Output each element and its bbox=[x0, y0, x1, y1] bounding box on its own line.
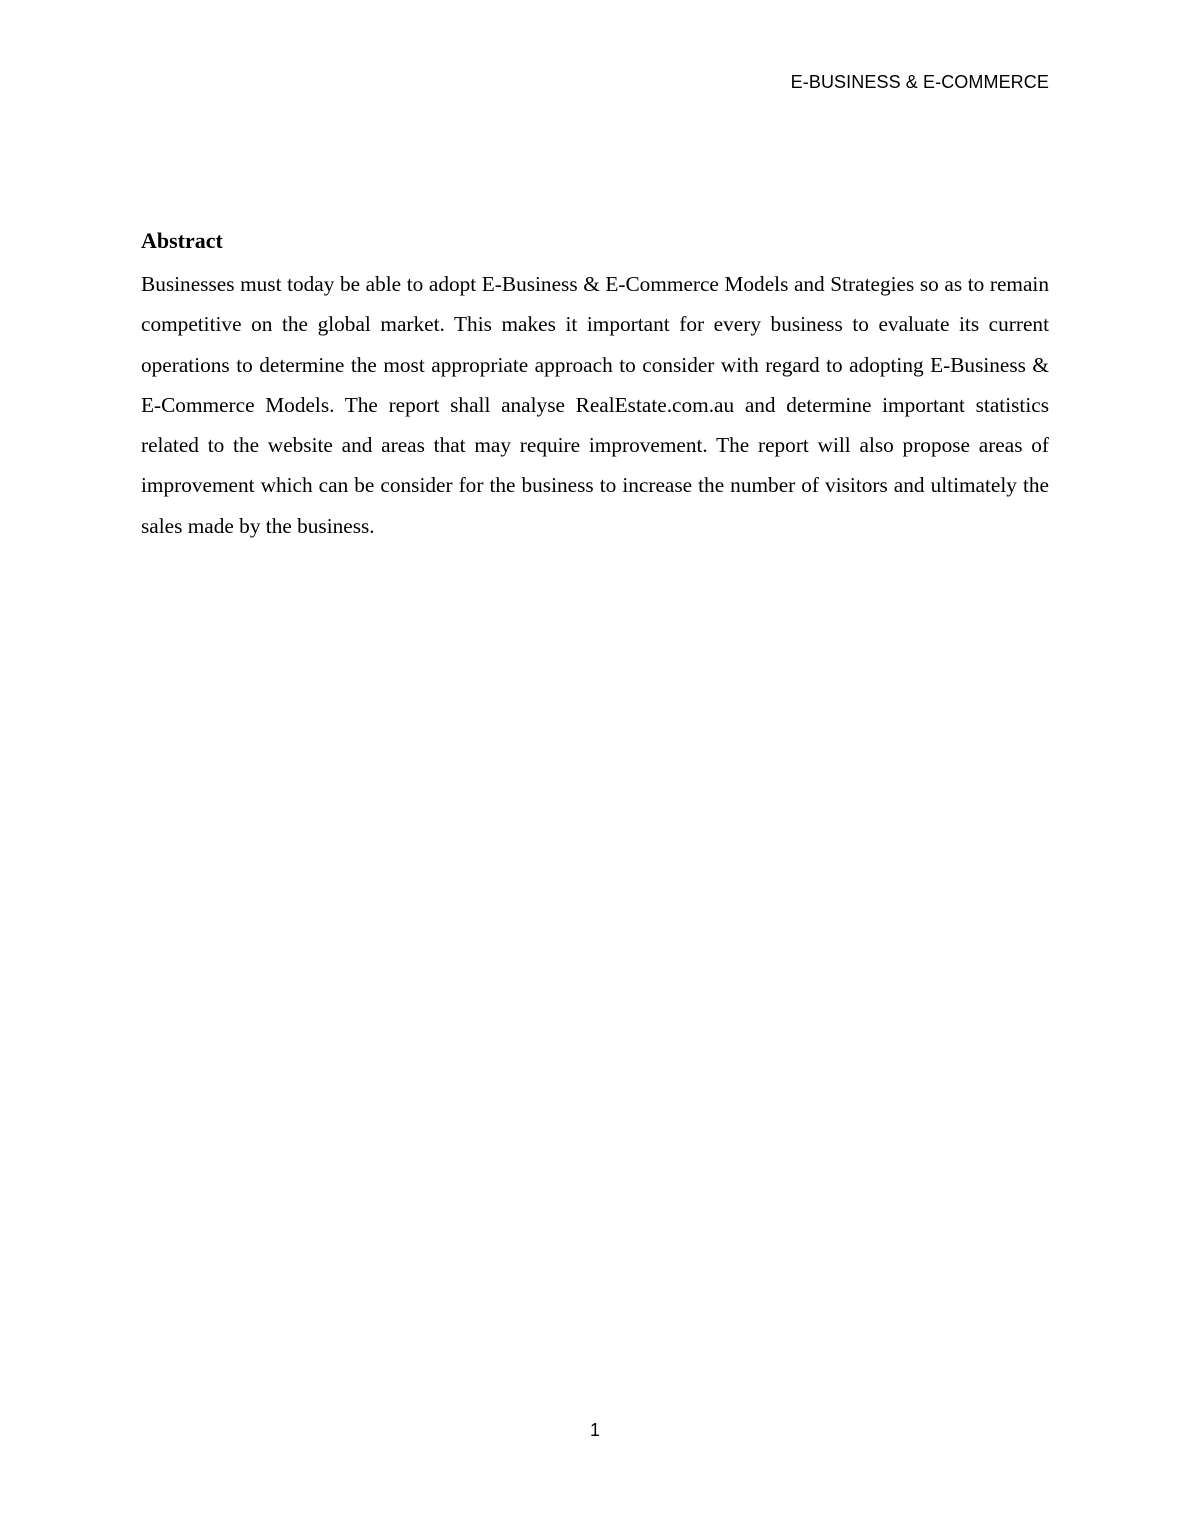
abstract-section bbox=[141, 226, 1049, 546]
section-heading: Abstract bbox=[141, 228, 223, 253]
running-header: E-BUSINESS & E-COMMERCE bbox=[790, 72, 1049, 92]
abstract-paragraph: Businesses must today be able to adopt E-Business & E-Commerce Models and Strategies so as to remain competitive on the global market. This makes it important for every business to evaluate its current operations to determine the most appropriate approach to consider with regard to adopting E-Business & E-Commerce Models. The report shall analyse RealEstate.com.au and determine important statistics related to the website and areas that may require improvement. The report will also propose areas of improvement which can be consider for the business to increase the number of visitors and ultimately the sales made by the business. bbox=[141, 272, 1049, 538]
page-number: 1 bbox=[589, 1420, 600, 1440]
